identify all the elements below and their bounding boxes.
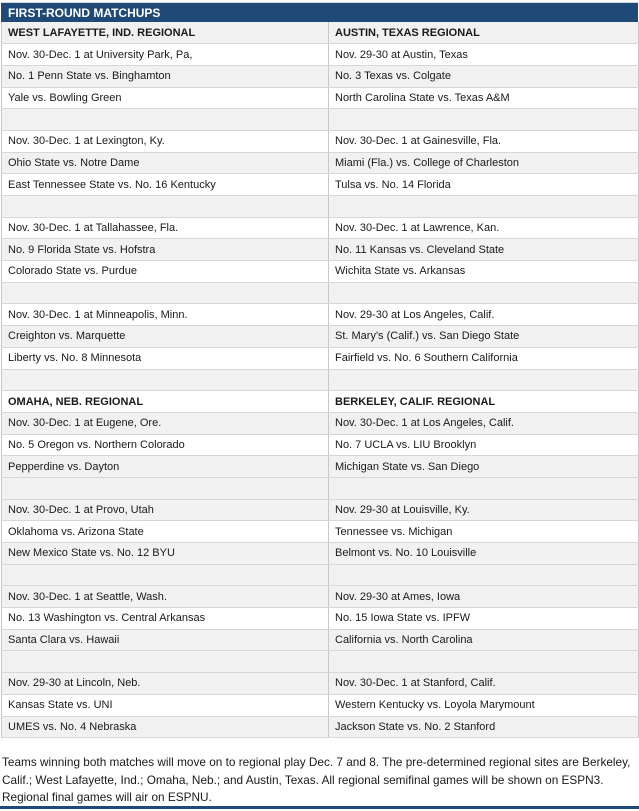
matchup-cell: Yale vs. Bowling Green bbox=[2, 87, 329, 109]
empty-cell bbox=[329, 369, 639, 391]
matchup-cell: No. 9 Florida State vs. Hofstra bbox=[2, 239, 329, 261]
table-row bbox=[2, 716, 639, 738]
table-row bbox=[2, 261, 639, 283]
table-row bbox=[2, 434, 639, 456]
matchup-cell: Nov. 30-Dec. 1 at Lexington, Ky. bbox=[2, 130, 329, 152]
matchup-cell: Nov. 30-Dec. 1 at Stanford, Calif. bbox=[329, 673, 639, 695]
matchup-cell: Ohio State vs. Notre Dame bbox=[2, 152, 329, 174]
table-row bbox=[2, 456, 639, 478]
matchup-cell: St. Mary's (Calif.) vs. San Diego State bbox=[329, 326, 639, 348]
matchup-cell: Nov. 30-Dec. 1 at Eugene, Ore. bbox=[2, 412, 329, 434]
table-row bbox=[2, 44, 639, 66]
table-row bbox=[2, 608, 639, 630]
matchup-cell: Jackson State vs. No. 2 Stanford bbox=[329, 716, 639, 738]
spacer-row bbox=[2, 369, 639, 391]
matchup-cell: Pepperdine vs. Dayton bbox=[2, 456, 329, 478]
table-row bbox=[2, 694, 639, 716]
matchup-cell: Nov. 30-Dec. 1 at Los Angeles, Calif. bbox=[329, 412, 639, 434]
table-row bbox=[2, 586, 639, 608]
table-row bbox=[2, 499, 639, 521]
matchup-cell: Nov. 30-Dec. 1 at Seattle, Wash. bbox=[2, 586, 329, 608]
table-row bbox=[2, 521, 639, 543]
matchup-cell: Belmont vs. No. 10 Louisville bbox=[329, 543, 639, 565]
table-row bbox=[2, 239, 639, 261]
region-name: AUSTIN, TEXAS REGIONAL bbox=[329, 22, 639, 44]
matchup-cell: Michigan State vs. San Diego bbox=[329, 456, 639, 478]
matchup-cell: No. 13 Washington vs. Central Arkansas bbox=[2, 608, 329, 630]
matchup-cell: Creighton vs. Marquette bbox=[2, 326, 329, 348]
table-row bbox=[2, 304, 639, 326]
spacer-row bbox=[2, 651, 639, 673]
empty-cell bbox=[329, 651, 639, 673]
matchup-cell: UMES vs. No. 4 Nebraska bbox=[2, 716, 329, 738]
table-row bbox=[2, 673, 639, 695]
matchup-cell: Nov. 30-Dec. 1 at University Park, Pa, bbox=[2, 44, 329, 66]
matchup-cell: Nov. 30-Dec. 1 at Gainesville, Fla. bbox=[329, 130, 639, 152]
table-row bbox=[2, 326, 639, 348]
matchup-cell: Nov. 30-Dec. 1 at Tallahassee, Fla. bbox=[2, 217, 329, 239]
region-header-row bbox=[2, 22, 639, 44]
empty-cell bbox=[2, 564, 329, 586]
empty-cell bbox=[329, 109, 639, 131]
empty-cell bbox=[2, 196, 329, 218]
footer-note: Teams winning both matches will move on to regional play Dec. 7 and 8. The pre-determined regional sites are Berkeley, Calif.; West Lafayette, Ind.; Omaha, Neb.; and Austin, Texas. All regional semifinal games will be shown on ESPN3. Regional final games will air on ESPNU. bbox=[2, 755, 631, 804]
matchup-cell: Santa Clara vs. Hawaii bbox=[2, 629, 329, 651]
matchup-cell: New Mexico State vs. No. 12 BYU bbox=[2, 543, 329, 565]
table-row bbox=[2, 543, 639, 565]
empty-cell bbox=[329, 564, 639, 586]
matchup-cell: No. 1 Penn State vs. Binghamton bbox=[2, 65, 329, 87]
matchup-cell: Fairfield vs. No. 6 Southern California bbox=[329, 347, 639, 369]
matchup-cell: Nov. 29-30 at Austin, Texas bbox=[329, 44, 639, 66]
matchup-cell: Western Kentucky vs. Loyola Marymount bbox=[329, 694, 639, 716]
table-row bbox=[2, 347, 639, 369]
table-row bbox=[2, 65, 639, 87]
matchup-cell: Colorado State vs. Purdue bbox=[2, 261, 329, 283]
empty-cell bbox=[2, 651, 329, 673]
region-name: WEST LAFAYETTE, IND. REGIONAL bbox=[2, 22, 329, 44]
matchup-cell: Tennessee vs. Michigan bbox=[329, 521, 639, 543]
empty-cell bbox=[329, 477, 639, 499]
matchup-cell: Nov. 30-Dec. 1 at Lawrence, Kan. bbox=[329, 217, 639, 239]
empty-cell bbox=[2, 477, 329, 499]
matchup-cell: California vs. North Carolina bbox=[329, 629, 639, 651]
table-row bbox=[2, 412, 639, 434]
bottom-divider bbox=[0, 806, 639, 809]
matchup-cell: Nov. 29-30 at Lincoln, Neb. bbox=[2, 673, 329, 695]
matchup-cell: Nov. 29-30 at Los Angeles, Calif. bbox=[329, 304, 639, 326]
spacer-row bbox=[2, 196, 639, 218]
table-row bbox=[2, 174, 639, 196]
matchup-cell: Kansas State vs. UNI bbox=[2, 694, 329, 716]
matchup-cell: Miami (Fla.) vs. College of Charleston bbox=[329, 152, 639, 174]
matchup-cell: Nov. 29-30 at Louisville, Ky. bbox=[329, 499, 639, 521]
matchups-table-body bbox=[2, 22, 639, 738]
empty-cell bbox=[2, 109, 329, 131]
matchup-cell: Oklahoma vs. Arizona State bbox=[2, 521, 329, 543]
table-row bbox=[2, 87, 639, 109]
matchup-cell: Nov. 30-Dec. 1 at Provo, Utah bbox=[2, 499, 329, 521]
region-name: OMAHA, NEB. REGIONAL bbox=[2, 391, 329, 413]
table-row bbox=[2, 152, 639, 174]
empty-cell bbox=[2, 369, 329, 391]
empty-cell bbox=[2, 282, 329, 304]
matchup-cell: East Tennessee State vs. No. 16 Kentucky bbox=[2, 174, 329, 196]
matchup-cell: Nov. 29-30 at Ames, Iowa bbox=[329, 586, 639, 608]
matchup-cell: No. 5 Oregon vs. Northern Colorado bbox=[2, 434, 329, 456]
matchup-cell: Wichita State vs. Arkansas bbox=[329, 261, 639, 283]
matchup-cell: Liberty vs. No. 8 Minnesota bbox=[2, 347, 329, 369]
table-row bbox=[2, 629, 639, 651]
matchup-cell: Nov. 30-Dec. 1 at Minneapolis, Minn. bbox=[2, 304, 329, 326]
table-row bbox=[2, 130, 639, 152]
empty-cell bbox=[329, 282, 639, 304]
spacer-row bbox=[2, 109, 639, 131]
matchups-table bbox=[1, 22, 639, 738]
spacer-row bbox=[2, 282, 639, 304]
matchup-cell: No. 11 Kansas vs. Cleveland State bbox=[329, 239, 639, 261]
spacer-row bbox=[2, 477, 639, 499]
region-name: BERKELEY, CALIF. REGIONAL bbox=[329, 391, 639, 413]
empty-cell bbox=[329, 196, 639, 218]
table-row bbox=[2, 217, 639, 239]
matchup-cell: No. 15 Iowa State vs. IPFW bbox=[329, 608, 639, 630]
region-header-row bbox=[2, 391, 639, 413]
matchup-cell: Tulsa vs. No. 14 Florida bbox=[329, 174, 639, 196]
matchup-cell: No. 3 Texas vs. Colgate bbox=[329, 65, 639, 87]
matchup-cell: North Carolina State vs. Texas A&M bbox=[329, 87, 639, 109]
matchup-cell: No. 7 UCLA vs. LIU Brooklyn bbox=[329, 434, 639, 456]
spacer-row bbox=[2, 564, 639, 586]
table-title: FIRST-ROUND MATCHUPS bbox=[1, 2, 638, 22]
